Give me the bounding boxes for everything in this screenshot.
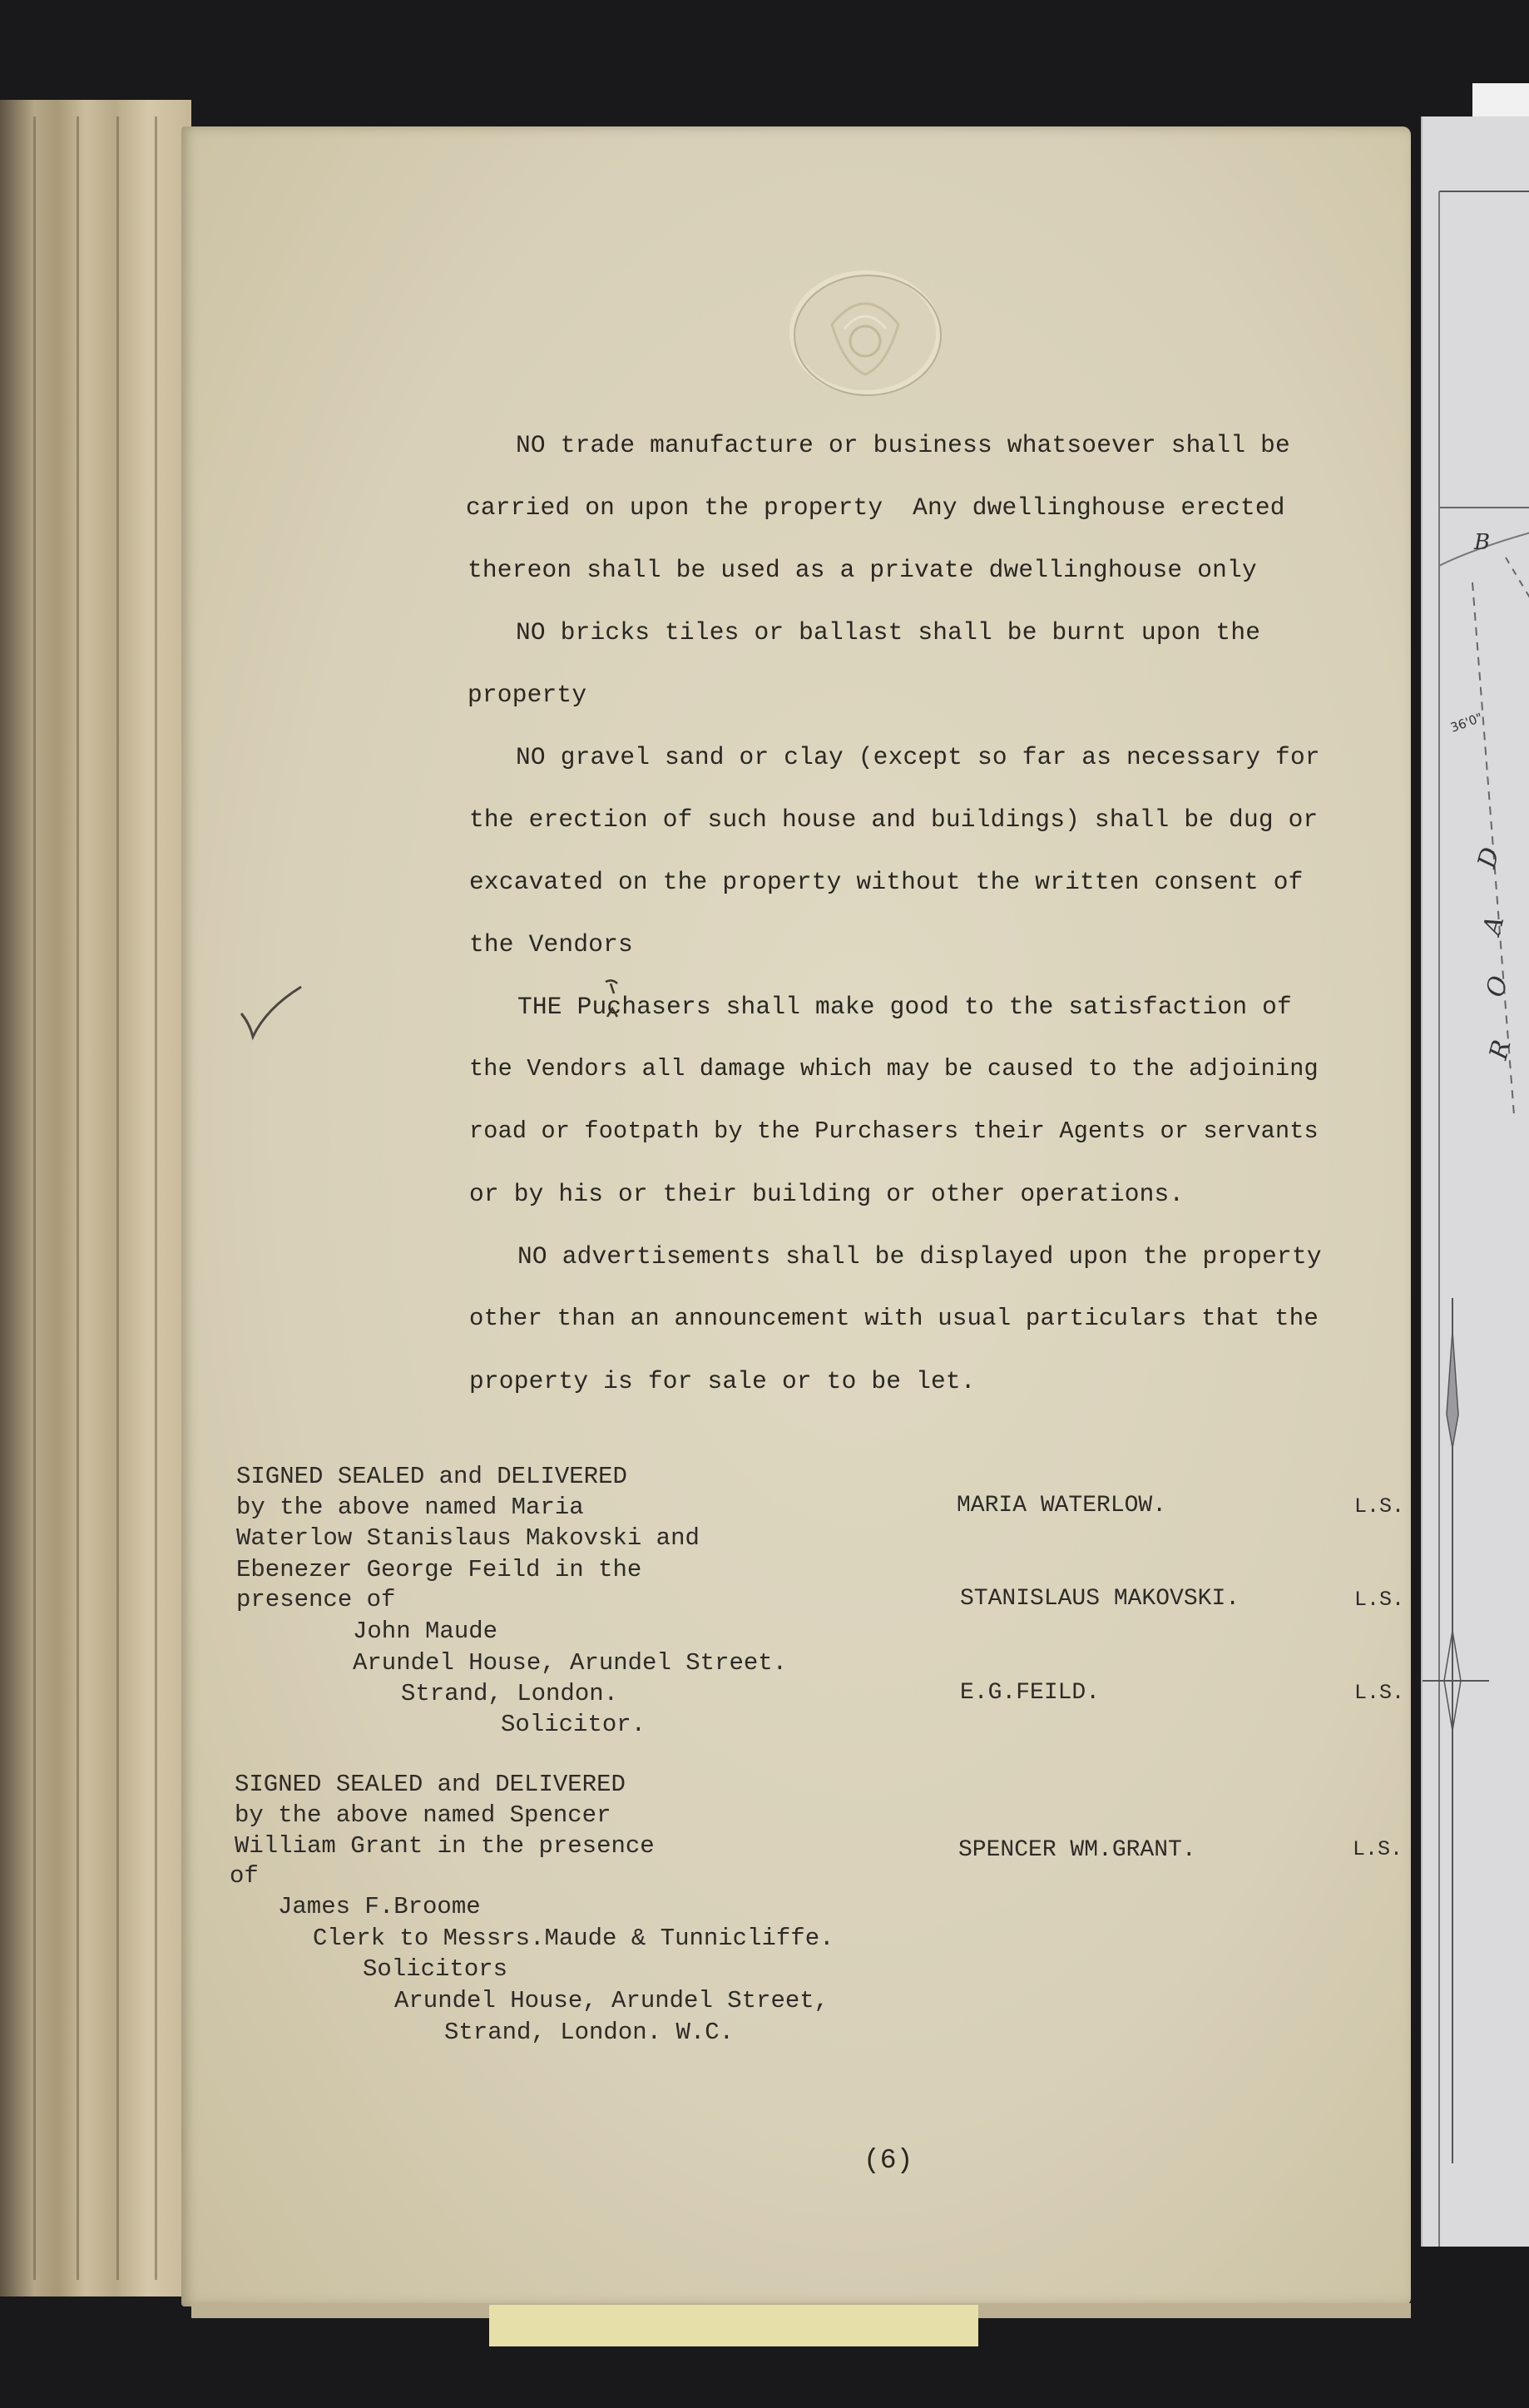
attestation-1-line-3: Waterlow Stanislaus Makovski and xyxy=(236,1524,700,1552)
attestation-2-line-3: William Grant in the presence xyxy=(235,1832,655,1860)
map-label-b: B xyxy=(1474,530,1491,555)
witness-2-line-2: Clerk to Messrs.Maude & Tunnicliffe. xyxy=(313,1925,834,1952)
paper-tab-slip xyxy=(489,2305,978,2346)
clause-3-line-1: NO gravel sand or clay (except so far as necessary for xyxy=(516,743,1320,771)
clause-1-line-2: carried on upon the property Any dwellinghouse erected xyxy=(466,493,1285,522)
map-drawing xyxy=(1423,116,1529,2247)
witness-1-line-3: Strand, London. xyxy=(401,1680,619,1707)
map-road-letter: A xyxy=(1477,913,1511,939)
witness-2-line-4: Arundel House, Arundel Street, xyxy=(394,1987,829,2014)
signatory-name: SPENCER WM.GRANT. xyxy=(958,1837,1196,1863)
witness-2-line-1: James F.Broome xyxy=(278,1893,481,1920)
map-road-letter: D xyxy=(1472,844,1506,872)
handwritten-caret-mark xyxy=(601,975,626,1025)
clause-4-line-3: road or footpath by the Purchasers their Agents or servants xyxy=(469,1117,1319,1145)
clause-3-line-3: excavated on the property without the written consent of xyxy=(469,868,1304,896)
map-dimension-label: 36'0" xyxy=(1448,710,1485,736)
map-road-letter: R xyxy=(1483,1037,1517,1063)
seal-mark-ls: L.S. xyxy=(1354,1681,1405,1705)
attestation-2-line-1: SIGNED SEALED and DELIVERED xyxy=(235,1771,626,1798)
clause-3-line-4: the Vendors xyxy=(469,930,633,959)
witness-1-line-4: Solicitor. xyxy=(501,1711,646,1738)
north-arrow-head xyxy=(1447,1331,1458,1448)
clause-5-line-1: NO advertisements shall be displayed upon the property xyxy=(517,1242,1322,1271)
clause-2-line-1: NO bricks tiles or ballast shall be burnt upon the xyxy=(516,618,1261,647)
map-road-letter: O xyxy=(1480,973,1515,1001)
attestation-1-line-5: presence of xyxy=(236,1586,396,1613)
attestation-1-line-4: Ebenezer George Feild in the xyxy=(236,1556,642,1583)
seal-mark-ls: L.S. xyxy=(1354,1588,1405,1612)
witness-2-line-5: Strand, London. W.C. xyxy=(444,2019,735,2046)
pencil-tick-mark xyxy=(238,984,304,1042)
attestation-1-line-2: by the above named Maria xyxy=(236,1494,584,1521)
signatory-name: E.G.FEILD. xyxy=(960,1680,1101,1706)
attestation-2-line-2: by the above named Spencer xyxy=(235,1801,611,1829)
clause-4-line-2: the Vendors all damage which may be caused to the adjoining xyxy=(469,1055,1319,1083)
witness-2-line-3: Solicitors xyxy=(363,1955,508,1983)
embossed-seal-icon xyxy=(786,266,944,399)
clause-2-line-2: property xyxy=(468,681,587,709)
folded-map-sheet xyxy=(1421,116,1529,2247)
signatory-name: STANISLAUS MAKOVSKI. xyxy=(960,1586,1240,1612)
page-edge-line xyxy=(33,116,36,2280)
attestation-1-line-1: SIGNED SEALED and DELIVERED xyxy=(236,1463,627,1490)
attestation-2-line-4: of xyxy=(230,1862,259,1890)
clause-5-line-2: other than an announcement with usual particulars that the xyxy=(469,1305,1319,1332)
witness-1-line-1: John Maude xyxy=(353,1618,498,1645)
page-edge-line xyxy=(77,116,79,2280)
witness-1-line-2: Arundel House, Arundel Street. xyxy=(353,1649,788,1677)
clause-4-line-1: THE Puchasers shall make good to the satisfaction of xyxy=(517,993,1292,1021)
clause-5-line-3: property is for sale or to be let. xyxy=(469,1367,976,1395)
page-edge-line xyxy=(116,116,119,2280)
seal-mark-ls: L.S. xyxy=(1354,1494,1405,1519)
page-edge-line xyxy=(155,116,157,2280)
signatory-name: MARIA WATERLOW. xyxy=(957,1493,1167,1519)
clause-3-line-2: the erection of such house and buildings) shall be dug or xyxy=(469,805,1319,834)
page-number: (6) xyxy=(863,2145,913,2176)
clause-4-line-4: or by his or their building or other operations. xyxy=(469,1180,1185,1208)
plot-dashed-line xyxy=(1506,557,1529,599)
seal-mark-ls: L.S. xyxy=(1353,1837,1403,1861)
clause-1-line-1: NO trade manufacture or business whatsoever shall be xyxy=(516,431,1290,459)
clause-1-line-3: thereon shall be used as a private dwellinghouse only xyxy=(468,556,1257,584)
